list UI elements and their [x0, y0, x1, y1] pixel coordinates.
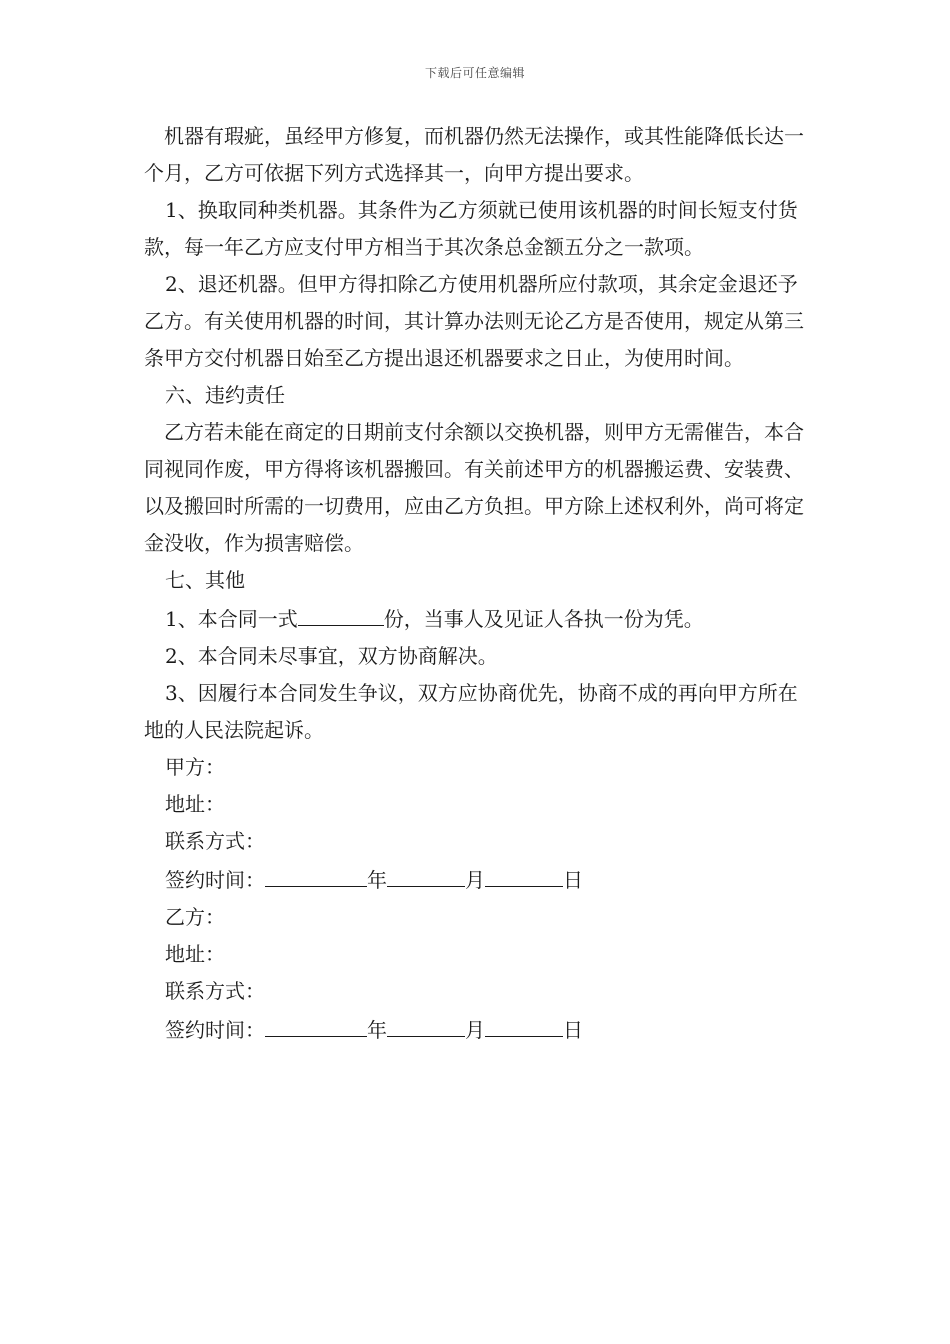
party-b-contact-label: 联系方式：	[165, 979, 265, 1003]
year-blank	[265, 860, 367, 887]
day-blank	[485, 1010, 563, 1037]
month-blank	[387, 860, 465, 887]
paragraph-option-exchange: 1、换取同种类机器。其条件为乙方须就已使用该机器的时间长短支付货款，每一年乙方应支付甲方相当于其次条总金额五分之一款项。	[144, 198, 798, 259]
contract-body	[144, 118, 812, 1049]
item-dispute-resolution: 3、因履行本合同发生争议，双方应协商优先，协商不成的再向甲方所在地的人民法院起诉。	[144, 681, 798, 742]
copies-blank	[298, 599, 384, 626]
party-a-address-label: 地址：	[165, 792, 225, 816]
party-a-contact-label: 联系方式：	[165, 829, 265, 853]
paragraph-breach: 乙方若未能在商定的日期前支付余额以交换机器，则甲方无需催告，本合同视同作废，甲方得将该机器搬回。有关前述甲方的机器搬运费、安装费、以及搬回时所需的一切费用，应由乙方负担。甲方除上述权利外，尚可将定金没收，作为损害赔偿。	[144, 420, 804, 555]
section-heading-other: 七、其他	[165, 568, 245, 592]
year-blank	[265, 1010, 367, 1037]
sign-date-label: 签约时间：	[165, 1018, 265, 1042]
day-label: 日	[563, 868, 583, 892]
year-label: 年	[367, 1018, 387, 1042]
section-heading-breach: 六、违约责任	[165, 383, 285, 407]
paragraph-defect: 机器有瑕疵，虽经甲方修复，而机器仍然无法操作，或其性能降低长达一个月，乙方可依据下列方式选择其一，向甲方提出要求。	[144, 124, 804, 185]
party-b-address-label: 地址：	[165, 942, 225, 966]
day-label: 日	[563, 1018, 583, 1042]
party-a-label: 甲方：	[165, 755, 225, 779]
item-copies	[144, 599, 812, 638]
party-b-label: 乙方：	[165, 905, 225, 929]
page-header: 下载后可任意编辑	[424, 66, 525, 80]
item-copies-prefix: 1、本合同一式	[165, 607, 298, 631]
party-b-sign-date	[144, 1010, 812, 1049]
month-blank	[387, 1010, 465, 1037]
item-unresolved-matters: 2、本合同未尽事宜，双方协商解决。	[165, 644, 498, 668]
paragraph-option-return: 2、退还机器。但甲方得扣除乙方使用机器所应付款项，其余定金退还予乙方。有关使用机器的时间，其计算办法则无论乙方是否使用，规定从第三条甲方交付机器日始至乙方提出退还机器要求之日止，为使用时间。	[144, 272, 804, 370]
month-label: 月	[465, 868, 485, 892]
sign-date-label: 签约时间：	[165, 868, 265, 892]
month-label: 月	[465, 1018, 485, 1042]
item-copies-suffix: 份，当事人及见证人各执一份为凭。	[383, 607, 704, 631]
party-a-sign-date	[144, 860, 812, 899]
year-label: 年	[367, 868, 387, 892]
day-blank	[485, 860, 563, 887]
